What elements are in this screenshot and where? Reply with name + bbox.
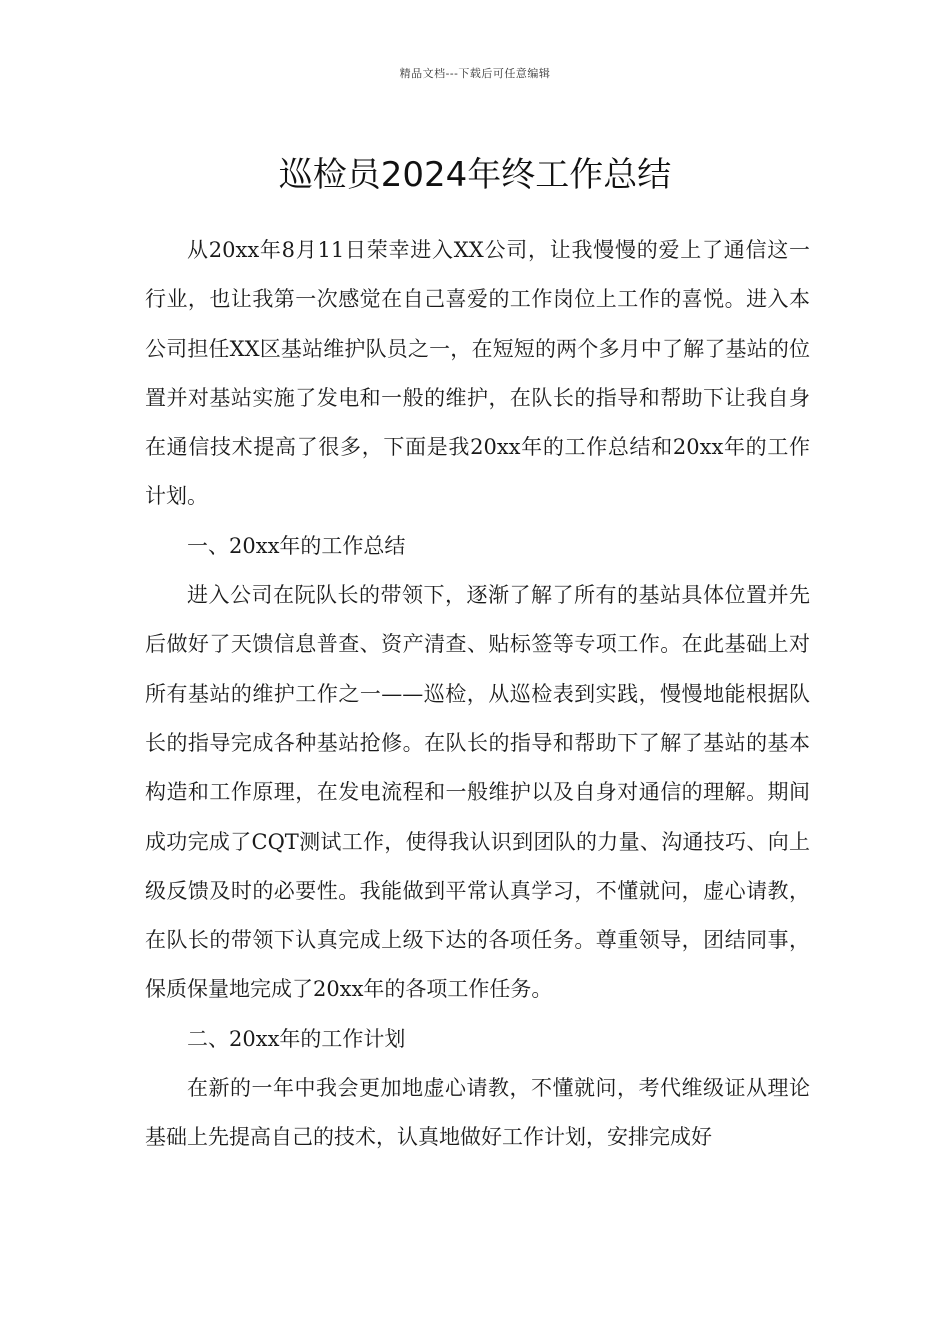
section-heading-summary: 一、20xx年的工作总结 <box>187 533 406 558</box>
plan-paragraph: 在新的一年中我会更加地虚心请教，不懂就问，考代维级证从理论基础上先提高自己的技术，认真地做好工作计划，安排完成好 <box>145 1076 810 1150</box>
header-note: 精品文档---下载后可任意编辑 <box>399 67 551 80</box>
intro-paragraph: 从20xx年8月11日荣幸进入XX公司，让我慢慢的爱上了通信这一行业，也让我第一次感觉在自己喜爱的工作岗位上工作的喜悦。进入本公司担任XX区基站维护队员之一，在短短的两个多月中了解了基站的位置并对基站实施了发电和一般的维护，在队长的指导和帮助下让我自身在通信技术提高了很多，下面是我20xx年的工作总结和20xx年的工作计划。 <box>145 238 810 509</box>
document-body <box>145 226 810 1163</box>
summary-paragraph: 进入公司在阮队长的带领下，逐渐了解了所有的基站具体位置并先后做好了天馈信息普查、资产清查、贴标签等专项工作。在此基础上对所有基站的维护工作之一——巡检，从巡检表到实践，慢慢地能根据队长的指导完成各种基站抢修。在队长的指导和帮助下了解了基站的基本构造和工作原理，在发电流程和一般维护以及自身对通信的理解。期间成功完成了CQT测试工作，使得我认识到团队的力量、沟通技巧、向上级反馈及时的必要性。我能做到平常认真学习，不懂就问，虚心请教，在队长的带领下认真完成上级下达的各项任务。尊重领导，团结同事，保质保量地完成了20xx年的各项工作任务。 <box>145 583 810 1002</box>
document-title: 巡检员2024年终工作总结 <box>278 154 672 195</box>
section-heading-plan: 二、20xx年的工作计划 <box>187 1026 406 1051</box>
